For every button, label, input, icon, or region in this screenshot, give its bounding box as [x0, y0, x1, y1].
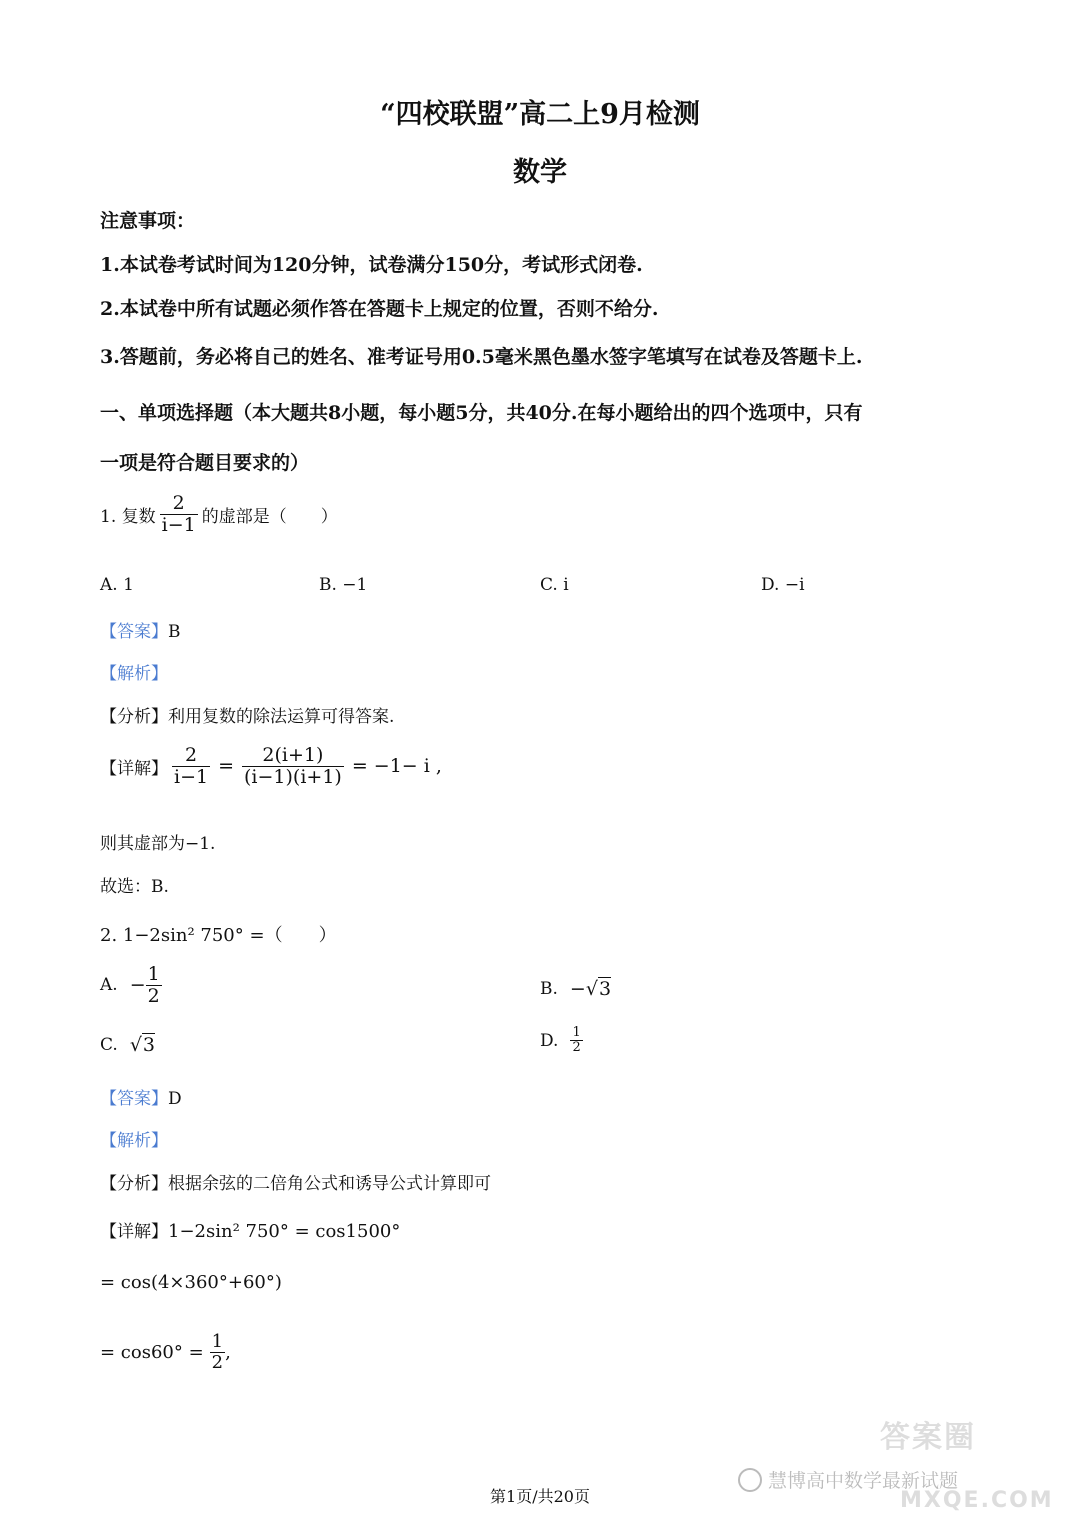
- analysis-label: 【分析】: [100, 707, 168, 727]
- fraction-numerator: 1: [572, 1025, 581, 1040]
- detail-fraction-2: [242, 745, 344, 788]
- equals-sign: =: [218, 755, 235, 778]
- option-label: B.: [540, 978, 558, 999]
- q1-option-b: B. −1: [319, 575, 368, 595]
- watermark-site: MXQE.COM: [900, 1488, 1054, 1513]
- answer-value: D: [168, 1089, 182, 1109]
- note-item-2: 2.本试卷中所有试题必须作答在答题卡上规定的位置，否则不给分.: [100, 298, 659, 320]
- fraction-denominator: 2: [572, 1040, 581, 1056]
- q1-line-2: 故选：B.: [100, 877, 169, 897]
- detail-expression: 1−2sin² 750° = cos1500°: [168, 1221, 401, 1242]
- fraction-numerator: 1: [147, 963, 160, 985]
- section1-heading-line2: 一项是符合题目要求的）: [100, 452, 310, 474]
- detail-label: 【详解】: [100, 1222, 168, 1242]
- q1-line-1: 则其虚部为−1.: [100, 834, 216, 854]
- radicand: 3: [142, 1034, 156, 1056]
- q1-analysis: [100, 702, 394, 727]
- q1-answer: [100, 617, 181, 642]
- q2-option-b: [540, 977, 611, 1000]
- q1-detail: [100, 745, 442, 788]
- radicand: 3: [598, 978, 612, 1000]
- q1-analysis-tag: 【解析】: [100, 664, 168, 684]
- option-label: C.: [100, 1034, 118, 1055]
- option-label: D.: [540, 1030, 559, 1051]
- q2-detail-line-2: = cos(4×360°+60°): [100, 1272, 282, 1293]
- answer-tag: 【答案】: [100, 1089, 168, 1109]
- analysis-text: 利用复数的除法运算可得答案.: [168, 707, 395, 727]
- fraction-numerator: 2: [172, 492, 185, 514]
- watermark-stamp: 答案圈: [880, 1420, 976, 1455]
- fraction-numerator: 2(i+1): [262, 744, 324, 766]
- question-2-stem: 2. 1−2sin² 750° =（ ）: [100, 925, 337, 946]
- note-item-3: 3.答题前，务必将自己的姓名、准考证号用0.5毫米黑色墨水签字笔填写在试卷及答题卡上.: [100, 346, 863, 368]
- section1-heading-line1: 一、单项选择题（本大题共8小题，每小题5分，共40分.在每小题给出的四个选项中，只有: [100, 402, 863, 424]
- question-1-suffix: 的虚部是（ ）: [201, 506, 338, 527]
- note-item-1: 1.本试卷考试时间为120分钟，试卷满分150分，考试形式闭卷.: [100, 254, 643, 276]
- q2-option-c: [100, 1033, 155, 1056]
- detail-fraction: [210, 1332, 225, 1373]
- q2-option-d: [540, 1026, 583, 1056]
- q2-option-a: [100, 964, 162, 1007]
- watermark-account-name: 慧博高中数学最新试题: [768, 1470, 959, 1492]
- q1-option-c: C. i: [540, 575, 569, 595]
- detail-fraction-1: [172, 745, 210, 788]
- sqrt-symbol: √: [585, 977, 598, 1000]
- minus-sign: −: [569, 977, 586, 1000]
- question-1-stem: [100, 493, 338, 536]
- q2-analysis-tag: 【解析】: [100, 1131, 168, 1151]
- fraction-denominator: (i−1)(i+1): [244, 765, 342, 788]
- fraction-denominator: 2: [211, 1351, 224, 1373]
- q2-detail-line-1: [100, 1217, 400, 1242]
- fraction-numerator: 2: [185, 744, 198, 766]
- analysis-text: 根据余弦的二倍角公式和诱导公式计算即可: [168, 1174, 491, 1194]
- fraction-denominator: i−1: [174, 765, 209, 788]
- fraction-denominator: i−1: [161, 513, 196, 536]
- answer-value: B: [168, 622, 181, 642]
- wechat-icon: [738, 1468, 762, 1492]
- question-1-prefix: 1. 复数: [100, 506, 156, 527]
- q2-analysis: [100, 1169, 491, 1194]
- option-a-fraction: [146, 964, 162, 1007]
- q2-answer: [100, 1084, 182, 1109]
- option-label: A.: [100, 975, 118, 996]
- fraction-denominator: 2: [147, 984, 160, 1007]
- question-1-fraction: [160, 493, 198, 536]
- q1-option-d: D. −i: [761, 575, 805, 595]
- detail-comma: ,: [225, 1341, 231, 1363]
- q1-option-a: A. 1: [100, 575, 134, 595]
- sqrt-symbol: √: [129, 1033, 142, 1056]
- option-d-fraction: [570, 1026, 582, 1056]
- fraction-numerator: 1: [211, 1331, 224, 1352]
- detail-result: = −1− i ,: [351, 755, 442, 778]
- detail-expression: = cos60° =: [100, 1341, 204, 1363]
- notes-heading: 注意事项：: [100, 210, 196, 232]
- minus-sign: −: [129, 974, 146, 997]
- q2-detail-line-3: [100, 1332, 231, 1373]
- page-number: 第1页/共20页: [490, 1487, 590, 1506]
- page-title: “四校联盟”高二上9月检测: [380, 99, 700, 130]
- answer-tag: 【答案】: [100, 622, 168, 642]
- subject-title: 数学: [513, 157, 567, 188]
- analysis-label: 【分析】: [100, 1174, 168, 1194]
- detail-label: 【详解】: [100, 758, 168, 779]
